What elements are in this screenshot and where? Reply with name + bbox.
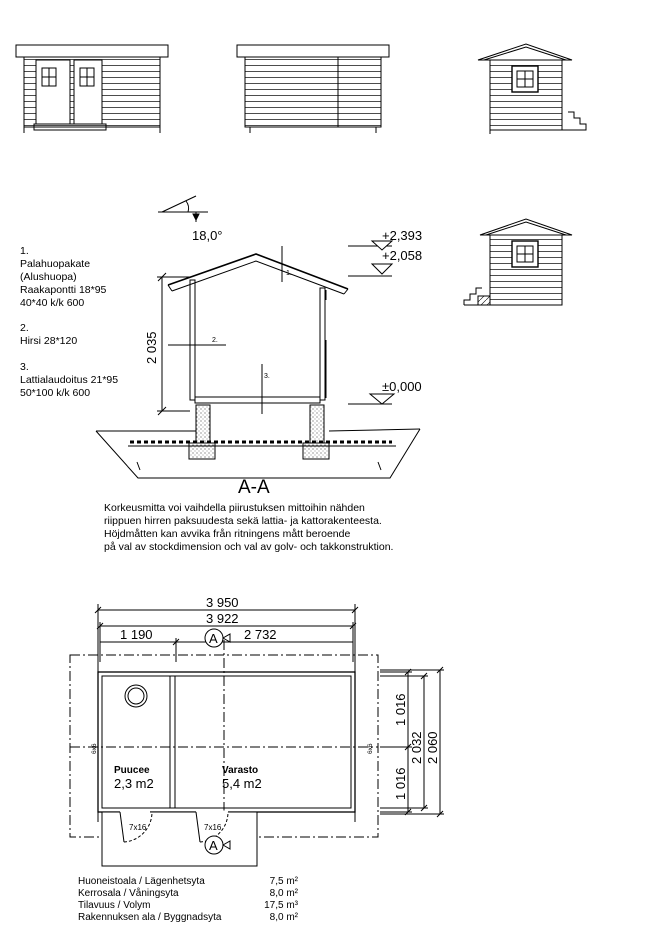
wall-code-right: 6x6	[367, 743, 374, 754]
room-area-varasto: 5,4 m2	[222, 776, 262, 791]
room-area-puucee: 2,3 m2	[114, 776, 154, 791]
room-name-puucee: Puucee	[114, 765, 150, 776]
stats-label: Tilavuus / Volym	[78, 900, 151, 911]
legend-2-line: Hirsi 28*120	[20, 335, 78, 347]
section-marker-bottom: A	[209, 838, 218, 853]
roof-angle-label: 18,0°	[192, 228, 223, 243]
legend-1-line: Palahuopakate	[20, 258, 91, 270]
stats-label: Kerrosala / Våningsyta	[78, 888, 179, 899]
elevation-gable	[478, 44, 586, 134]
part-marker-2: 2.	[212, 337, 218, 344]
stats-value: 7,5 m²	[269, 876, 298, 887]
height-dim-label: 2 035	[144, 331, 159, 364]
section-marker-top: A	[209, 631, 218, 646]
dim-inner-width: 3 922	[206, 611, 239, 626]
legend-3-line: 50*100 k/k 600	[20, 387, 91, 399]
wall-code-left: 6x6	[91, 743, 98, 754]
part-marker-1: 1.	[286, 270, 292, 277]
dim-right-inner: 2 032	[409, 731, 424, 764]
legend-3-num: 3.	[20, 361, 29, 373]
level-floor-label: ±0,000	[382, 379, 422, 394]
part-marker-3: 3.	[264, 373, 270, 380]
stats-value: 17,5 m³	[264, 900, 298, 911]
level-mid-label: +2,058	[382, 248, 423, 263]
note-line: Höjdmåtten kan avvika från ritningens mått beroende	[104, 528, 351, 540]
elevation-back	[237, 45, 389, 133]
elevation-front	[16, 45, 168, 133]
door-code-right: 7x16	[204, 823, 222, 832]
door-code-left: 7x16	[129, 823, 147, 832]
level-top-label: +2,393	[382, 228, 423, 243]
legend-2-num: 2.	[20, 322, 29, 334]
note-line: på val av stockdimension och val av golv- och takkonstruktion.	[104, 541, 394, 553]
stats-value: 8,0 m²	[269, 912, 298, 923]
dim-right-width: 2 732	[244, 627, 277, 642]
legend-3-line: Lattialaudoitus 21*95	[20, 374, 119, 386]
stats-label: Huoneistoala / Lägenhetsyta	[78, 876, 205, 887]
note-line: Korkeusmitta voi vaihdella piirustuksen mittoihin nähden	[104, 502, 365, 514]
stats-label: Rakennuksen ala / Byggnadsyta	[78, 912, 222, 923]
stats-value: 8,0 m²	[269, 888, 298, 899]
floor-plan	[70, 604, 444, 866]
dim-right-lower: 1 016	[393, 767, 408, 800]
dim-left-width: 1 190	[120, 627, 153, 642]
dim-right-upper: 1 016	[393, 693, 408, 726]
section-title: A-A	[238, 477, 270, 498]
room-name-varasto: Varasto	[222, 765, 259, 776]
legend-1-line: 40*40 k/k 600	[20, 297, 85, 309]
elevation-side	[464, 219, 572, 305]
legend-1-line: Raakapontti 18*95	[20, 284, 107, 296]
note-line: riippuen hirren paksuudesta sekä lattia- ja kattorakenteesta.	[104, 515, 382, 527]
legend-1-line: (Alushuopa)	[20, 271, 77, 283]
dim-right-overall: 2 060	[425, 731, 440, 764]
legend-1-num: 1.	[20, 245, 29, 257]
dim-overall-width: 3 950	[206, 595, 239, 610]
